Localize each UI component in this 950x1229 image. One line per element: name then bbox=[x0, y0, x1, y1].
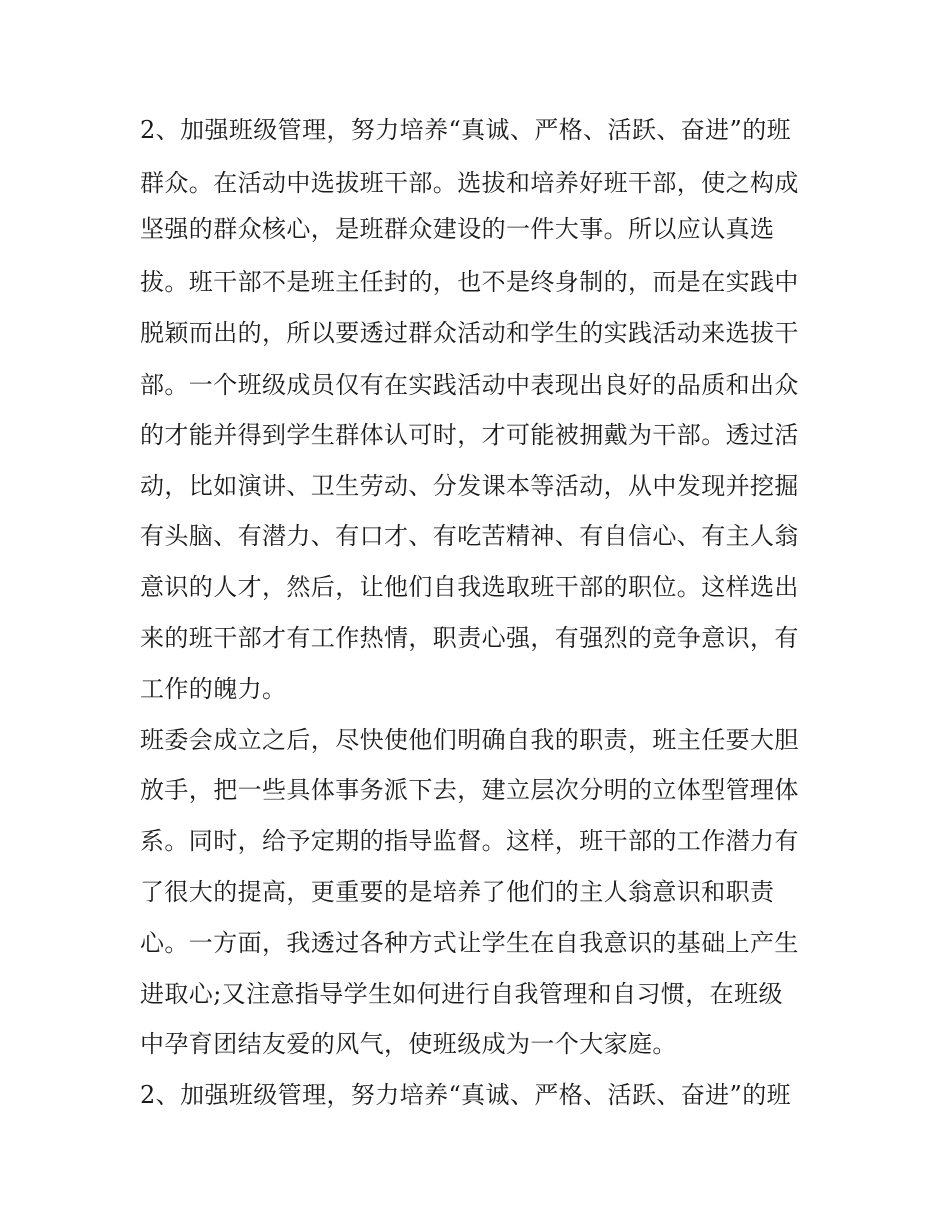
text-line: 来的班干部才有工作热情，职责心强，有强烈的竞争意识，有 bbox=[140, 624, 799, 652]
text-line: 心。一方面，我透过各种方式让学生在自我意识的基础上产生 bbox=[140, 929, 799, 957]
text-line: 群众。在活动中选拔班干部。选拔和培养好班干部，使之构成 bbox=[140, 169, 799, 197]
text-line: 2、加强班级管理，努力培养“真诚、严格、活跃、奋进”的班 bbox=[140, 116, 792, 144]
text-line: 坚强的群众核心，是班群众建设的一件大事。所以应认真选 bbox=[140, 215, 775, 243]
text-line: 工作的魄力。 bbox=[140, 675, 287, 703]
text-line: 中孕育团结友爱的风气，使班级成为一个大家庭。 bbox=[140, 1030, 677, 1058]
text-line: 2、加强班级管理，努力培养“真诚、严格、活跃、奋进”的班 bbox=[140, 1081, 792, 1109]
text-line: 拔。班干部不是班主任封的，也不是终身制的，而是在实践中 bbox=[140, 268, 799, 296]
text-line: 有头脑、有潜力、有口才、有吃苦精神、有自信心、有主人翁 bbox=[140, 522, 799, 550]
text-line: 动，比如演讲、卫生劳动、分发课本等活动，从中发现并挖掘 bbox=[140, 472, 799, 500]
text-line: 班委会成立之后，尽快使他们明确自我的职责，班主任要大胆 bbox=[140, 726, 799, 754]
text-line: 系。同时，给予定期的指导监督。这样，班干部的工作潜力有 bbox=[140, 827, 799, 855]
text-line: 放手，把一些具体事务派下去，建立层次分明的立体型管理体 bbox=[140, 776, 799, 804]
text-line: 意识的人才，然后，让他们自我选取班干部的职位。这样选出 bbox=[140, 573, 799, 601]
text-line: 部。一个班级成员仅有在实践活动中表现出良好的品质和出众 bbox=[140, 371, 799, 399]
text-line: 的才能并得到学生群体认可时，才可能被拥戴为干部。透过活 bbox=[140, 421, 799, 449]
text-line: 脱颖而出的，所以要透过群众活动和学生的实践活动来选拔干 bbox=[140, 319, 799, 347]
text-line: 进取心;又注意指导学生如何进行自我管理和自习惯，在班级 bbox=[140, 980, 783, 1008]
text-line: 了很大的提高，更重要的是培养了他们的主人翁意识和职责 bbox=[140, 878, 775, 906]
